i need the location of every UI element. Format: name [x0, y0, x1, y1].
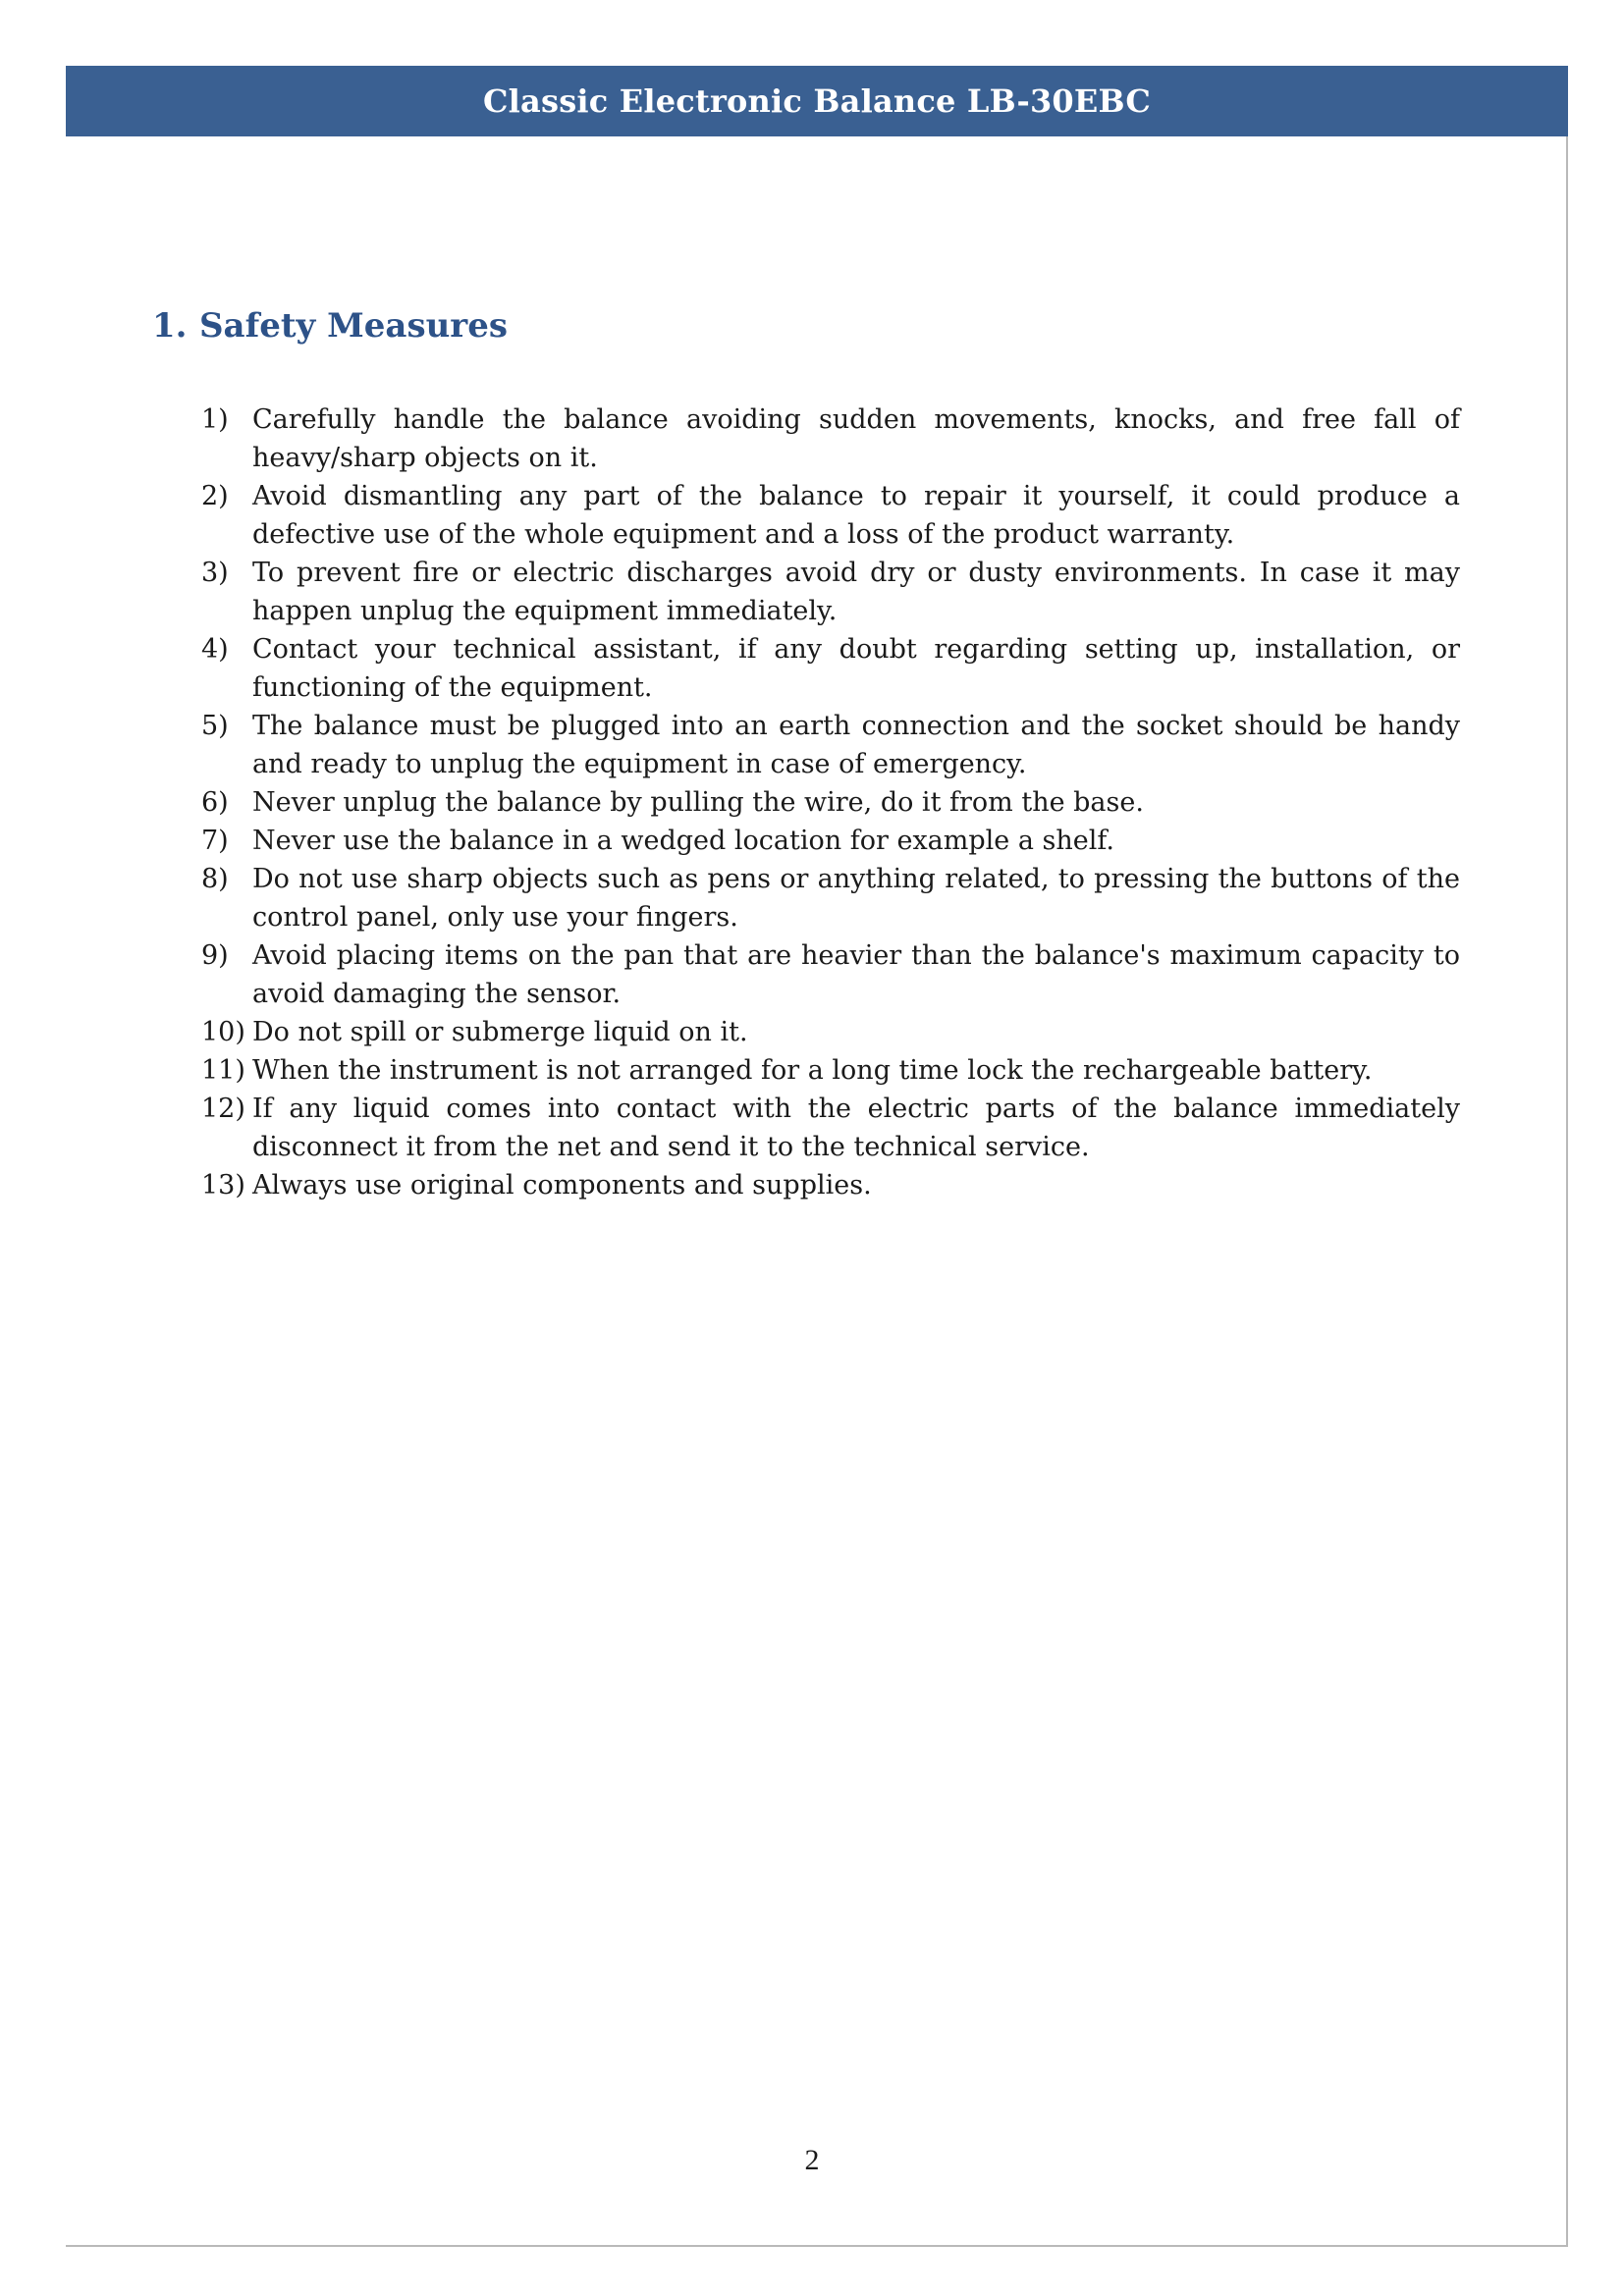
list-item [201, 554, 1460, 630]
item-text: The balance must be plugged into an earth connection and the socket should be handy and ready to unplug the equipment in case of emergency. [252, 711, 1460, 779]
list-item [201, 1166, 1460, 1204]
list-item [201, 936, 1460, 1013]
section-heading [152, 306, 508, 346]
item-marker: 4) [201, 634, 229, 665]
list-item [201, 630, 1460, 707]
item-marker: 2) [201, 481, 229, 511]
safety-measures-list [201, 400, 1460, 1204]
item-text: Always use original components and supplies. [252, 1170, 872, 1201]
item-marker: 6) [201, 787, 229, 818]
item-marker: 8) [201, 864, 229, 894]
item-text: If any liquid comes into contact with the electric parts of the balance immediately disconnect it from the net and send it to the technical service. [252, 1094, 1460, 1162]
item-marker: 1) [201, 404, 229, 435]
item-marker: 3) [201, 558, 229, 588]
item-text: Never use the balance in a wedged location for example a shelf. [252, 826, 1115, 856]
item-text: Never unplug the balance by pulling the wire, do it from the base. [252, 787, 1144, 818]
item-text: Carefully handle the balance avoiding sudden movements, knocks, and free fall of heavy/sharp objects on it. [252, 404, 1460, 473]
item-marker: 5) [201, 711, 229, 741]
section-number: 1. [152, 306, 188, 346]
item-text: Avoid dismantling any part of the balance to repair it yourself, it could produce a defective use of the whole equipment and a loss of the product warranty. [252, 481, 1460, 550]
item-marker: 10) [201, 1017, 245, 1047]
section-title: Safety Measures [199, 306, 508, 346]
item-text: Avoid placing items on the pan that are heavier than the balance's maximum capacity to avoid damaging the sensor. [252, 940, 1460, 1009]
item-text: To prevent fire or electric discharges avoid dry or dusty environments. In case it may happen unplug the equipment immediately. [252, 558, 1460, 626]
document-title: Classic Electronic Balance LB-30EBC [483, 82, 1151, 120]
list-item [201, 400, 1460, 477]
list-item [201, 1051, 1460, 1090]
list-item [201, 1013, 1460, 1051]
list-item [201, 783, 1460, 822]
item-text: Contact your technical assistant, if any doubt regarding setting up, installation, or functioning of the equipment. [252, 634, 1460, 703]
list-item [201, 707, 1460, 783]
header-bar [66, 66, 1568, 136]
list-item [201, 1090, 1460, 1166]
item-text: Do not use sharp objects such as pens or anything related, to pressing the buttons of the control panel, only use your fingers. [252, 864, 1460, 933]
item-marker: 7) [201, 826, 229, 856]
item-marker: 9) [201, 940, 229, 971]
list-item [201, 822, 1460, 860]
item-marker: 12) [201, 1094, 245, 1124]
list-item [201, 477, 1460, 554]
item-marker: 11) [201, 1055, 245, 1086]
item-text: When the instrument is not arranged for a long time lock the rechargeable battery. [252, 1055, 1373, 1086]
page-number: 2 [804, 2144, 820, 2176]
item-marker: 13) [201, 1170, 245, 1201]
item-text: Do not spill or submerge liquid on it. [252, 1017, 748, 1047]
list-item [201, 860, 1460, 936]
